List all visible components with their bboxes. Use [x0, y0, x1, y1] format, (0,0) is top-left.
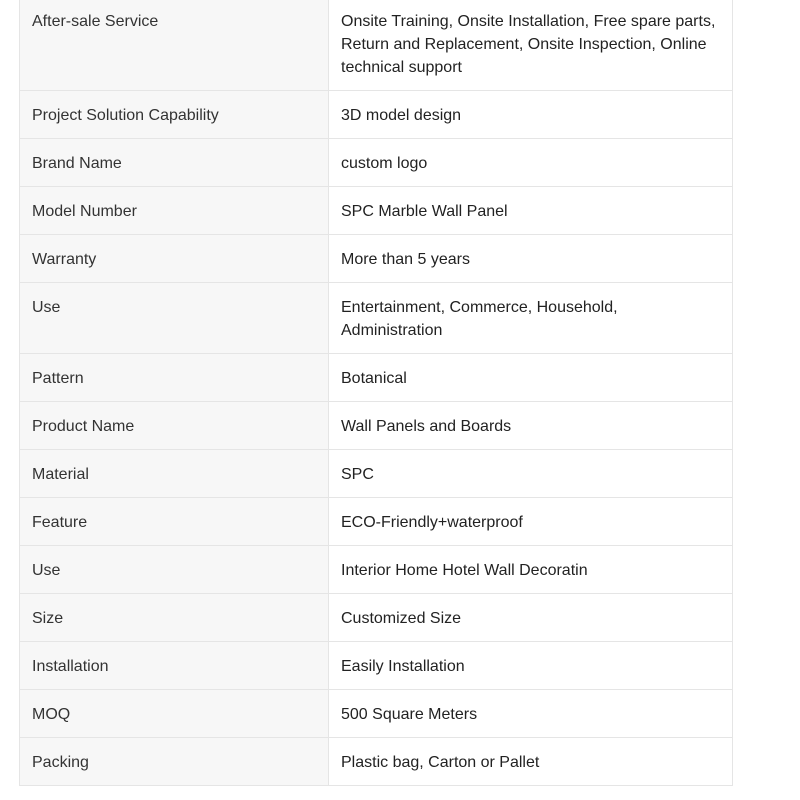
table-row	[20, 594, 733, 642]
spec-key: MOQ	[20, 690, 329, 738]
table-row	[20, 91, 733, 139]
spec-value: Interior Home Hotel Wall Decoratin	[329, 546, 733, 594]
spec-key: Pattern	[20, 354, 329, 402]
spec-value: Wall Panels and Boards	[329, 402, 733, 450]
product-spec-table	[19, 0, 733, 786]
spec-key: Model Number	[20, 187, 329, 235]
spec-value: Plastic bag, Carton or Pallet	[329, 738, 733, 786]
spec-key: Project Solution Capability	[20, 91, 329, 139]
spec-key: Brand Name	[20, 139, 329, 187]
table-row	[20, 546, 733, 594]
spec-value: custom logo	[329, 139, 733, 187]
spec-value: SPC Marble Wall Panel	[329, 187, 733, 235]
spec-key: Size	[20, 594, 329, 642]
table-row	[20, 738, 733, 786]
table-row	[20, 0, 733, 91]
spec-key: Packing	[20, 738, 329, 786]
spec-value: SPC	[329, 450, 733, 498]
table-row	[20, 402, 733, 450]
spec-key: Use	[20, 283, 329, 354]
table-row	[20, 235, 733, 283]
table-row	[20, 498, 733, 546]
spec-value: 3D model design	[329, 91, 733, 139]
spec-key: Material	[20, 450, 329, 498]
spec-value: Onsite Training, Onsite Installation, Free spare parts, Return and Replacement, Onsite Inspection, Online technical support	[329, 0, 733, 91]
table-row	[20, 187, 733, 235]
spec-key: Installation	[20, 642, 329, 690]
table-row	[20, 642, 733, 690]
table-row	[20, 690, 733, 738]
spec-value: ECO-Friendly+waterproof	[329, 498, 733, 546]
spec-value: Entertainment, Commerce, Household, Administration	[329, 283, 733, 354]
spec-value: Easily Installation	[329, 642, 733, 690]
spec-value: Botanical	[329, 354, 733, 402]
spec-key: After-sale Service	[20, 0, 329, 91]
spec-value: Customized Size	[329, 594, 733, 642]
spec-value: 500 Square Meters	[329, 690, 733, 738]
table-row	[20, 283, 733, 354]
spec-key: Warranty	[20, 235, 329, 283]
spec-value: More than 5 years	[329, 235, 733, 283]
spec-key: Product Name	[20, 402, 329, 450]
spec-key: Use	[20, 546, 329, 594]
spec-key: Feature	[20, 498, 329, 546]
table-row	[20, 450, 733, 498]
table-row	[20, 354, 733, 402]
table-row	[20, 139, 733, 187]
